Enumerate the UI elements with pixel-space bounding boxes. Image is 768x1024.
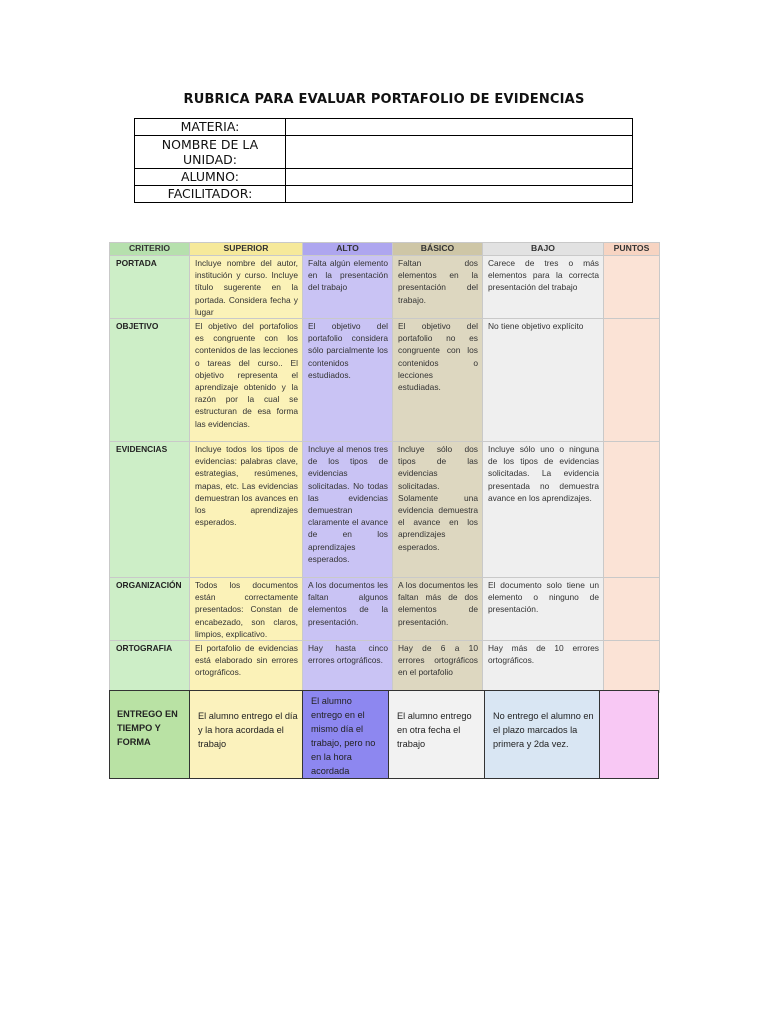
puntos-cell xyxy=(600,691,659,779)
puntos-cell xyxy=(604,319,660,442)
alto-cell: El objetivo del portafolio considera sólo parcialmente los contenidos estudiados. xyxy=(303,319,393,442)
basico-cell: El objetivo del portafolio no es congruente con los contenidos o lecciones estudiadas. xyxy=(393,319,483,442)
superior-cell: Todos los documentos están correctamente presentados: Constan de encabezado, son claros, limpios, explicativo. xyxy=(190,578,303,641)
superior-cell: El portafolio de evidencias está elaborado sin errores ortográficos. xyxy=(190,641,303,693)
alto-cell: Falta algún elemento en la presentación del trabajo xyxy=(303,256,393,319)
superior-cell: El alumno entrego el día y la hora acordada el trabajo xyxy=(190,691,303,779)
puntos-cell xyxy=(604,641,660,693)
materia-label: MATERIA: xyxy=(135,119,286,136)
alto-cell: A los documentos les faltan algunos elementos de la presentación. xyxy=(303,578,393,641)
bajo-cell: Hay más de 10 errores ortográficos. xyxy=(483,641,604,693)
info-row-unidad xyxy=(135,136,633,169)
rubric-row-portada xyxy=(110,256,660,319)
superior-cell: Incluye todos los tipos de evidencias: palabras clave, estrategias, resúmenes, mapas, etc. Las evidencias demuestran los avances en los aprendizajes esperados. xyxy=(190,442,303,578)
page-title: RUBRICA PARA EVALUAR PORTAFOLIO DE EVIDENCIAS xyxy=(183,92,585,107)
rubric-image xyxy=(109,242,659,775)
rubric-delivery-table xyxy=(109,690,659,779)
student-info-table xyxy=(134,118,633,203)
alumno-label: ALUMNO: xyxy=(135,169,286,186)
header-bajo: BAJO xyxy=(483,243,604,256)
materia-value xyxy=(286,119,633,136)
header-alto: ALTO xyxy=(303,243,393,256)
criterio-cell: ORGANIZACIÓN xyxy=(110,578,190,641)
basico-cell: A los documentos les faltan más de dos elementos de presentación. xyxy=(393,578,483,641)
rubric-row-ortografia xyxy=(110,641,660,693)
info-row-alumno xyxy=(135,169,633,186)
info-row-materia xyxy=(135,119,633,136)
bajo-cell: No tiene objetivo explícito xyxy=(483,319,604,442)
facilitador-value xyxy=(286,186,633,203)
header-puntos: PUNTOS xyxy=(604,243,660,256)
criterio-cell: ENTREGO EN TIEMPO Y FORMA xyxy=(110,691,190,779)
facilitador-label: FACILITADOR: xyxy=(135,186,286,203)
header-superior: SUPERIOR xyxy=(190,243,303,256)
bajo-cell: El documento solo tiene un elemento o ninguno de presentación. xyxy=(483,578,604,641)
header-basico: BÁSICO xyxy=(393,243,483,256)
rubric-row-evidencias xyxy=(110,442,660,578)
basico-cell: El alumno entrego en otra fecha el trabajo xyxy=(389,691,485,779)
bajo-cell: Incluye sólo uno o ninguna de los tipos de evidencias solicitadas. La evidencia presentada no demuestra avance en los aprendizajes. xyxy=(483,442,604,578)
superior-cell: El objetivo del portafolios es congruente con los contenidos de las lecciones o tareas del curso.. El objetivo representa el aprendizaje obtenido y la razón por la cual se estructuran de esa forma las evidencias. xyxy=(190,319,303,442)
puntos-cell xyxy=(604,256,660,319)
alto-cell: Incluye al menos tres de los tipos de evidencias solicitadas. No todas las evidencias demuestran claramente el avance de en los aprendizajes esperados. xyxy=(303,442,393,578)
rubric-row-organizacion xyxy=(110,578,660,641)
rubric-table xyxy=(109,242,660,693)
criterio-cell: EVIDENCIAS xyxy=(110,442,190,578)
alto-cell: El alumno entrego en el mismo día el trabajo, pero no en la hora acordada xyxy=(303,691,389,779)
basico-cell: Incluye sólo dos tipos de las evidencias solicitadas. Solamente una evidencia demuestra el avance en los aprendizajes esperados. xyxy=(393,442,483,578)
bajo-cell: Carece de tres o más elementos para la correcta presentación del trabajo xyxy=(483,256,604,319)
puntos-cell xyxy=(604,578,660,641)
criterio-cell: ORTOGRAFIA xyxy=(110,641,190,693)
alto-cell: Hay hasta cinco errores ortográficos. xyxy=(303,641,393,693)
basico-cell: Faltan dos elementos en la presentación del trabajo. xyxy=(393,256,483,319)
criterio-cell: OBJETIVO xyxy=(110,319,190,442)
rubric-row-objetivo xyxy=(110,319,660,442)
unidad-value xyxy=(286,136,633,169)
unidad-label: NOMBRE DE LA UNIDAD: xyxy=(135,136,286,169)
bajo-cell: No entrego el alumno en el plazo marcados la primera y 2da vez. xyxy=(485,691,600,779)
superior-cell: Incluye nombre del autor, institución y curso. Incluye título sugerente en la portada. Considera fecha y lugar xyxy=(190,256,303,319)
rubric-row-entrego xyxy=(110,691,659,779)
header-criterio: CRITERIO xyxy=(110,243,190,256)
alumno-value xyxy=(286,169,633,186)
criterio-cell: PORTADA xyxy=(110,256,190,319)
puntos-cell xyxy=(604,442,660,578)
basico-cell: Hay de 6 a 10 errores ortográficos en el portafolio xyxy=(393,641,483,693)
rubric-header-row xyxy=(110,243,660,256)
info-row-facilitador xyxy=(135,186,633,203)
